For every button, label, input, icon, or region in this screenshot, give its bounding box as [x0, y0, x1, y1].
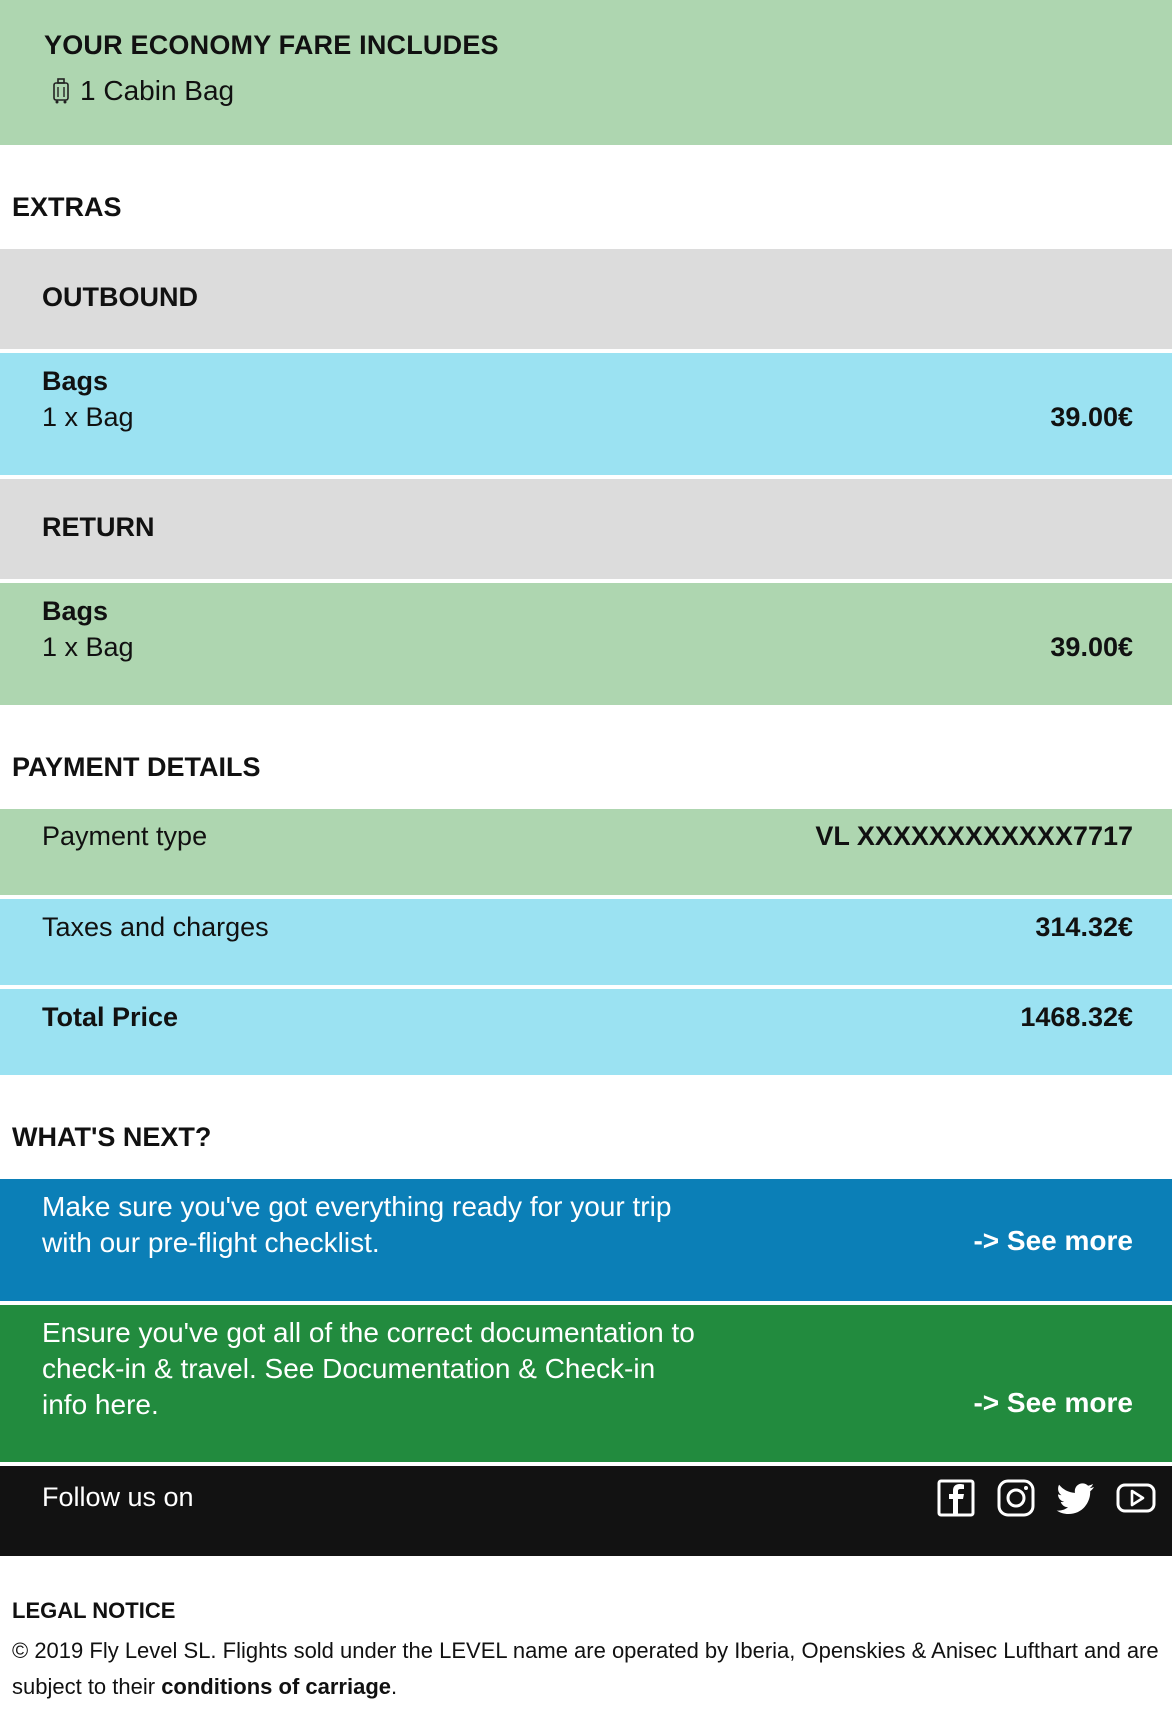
outbound-label: OUTBOUND: [42, 282, 198, 312]
return-bags-price: 39.00€: [1050, 632, 1133, 662]
fare-item: [44, 75, 1128, 107]
luggage-icon: [52, 78, 70, 104]
total-value: 1468.32€: [1020, 1002, 1133, 1032]
return-bags-item: 1 x Bag: [42, 632, 134, 662]
outbound-bags-row: [0, 353, 1172, 475]
social-links: [936, 1478, 1156, 1518]
total-row: [0, 989, 1172, 1075]
extras-title: EXTRAS: [12, 192, 122, 222]
taxes-row: [0, 899, 1172, 985]
payment-type-label: Payment type: [42, 821, 208, 851]
legal-notice-title: LEGAL NOTICE: [12, 1598, 176, 1623]
legal-text-before: © 2019 Fly Level SL. Flights sold under the LEVEL name are operated by Iberia, Openskies & Anisec Lufthart and are subject to their: [12, 1638, 1159, 1699]
checklist-text: Make sure you've got everything ready for your trip with our pre-flight checklist.: [42, 1191, 672, 1258]
conditions-of-carriage-link[interactable]: conditions of carriage: [161, 1674, 392, 1699]
documentation-panel: [0, 1305, 1172, 1462]
payment-type-value: VL XXXXXXXXXXXX7717: [815, 821, 1133, 851]
return-bags-category: Bags: [42, 596, 109, 626]
fare-item-label: 1 Cabin Bag: [80, 75, 235, 106]
outbound-bags-price: 39.00€: [1050, 402, 1133, 432]
instagram-icon[interactable]: [996, 1478, 1036, 1518]
outbound-bags-item: 1 x Bag: [42, 402, 134, 432]
payment-type-row: [0, 809, 1172, 895]
whats-next-title: WHAT'S NEXT?: [12, 1122, 212, 1152]
facebook-icon[interactable]: [936, 1478, 976, 1518]
return-header: [0, 479, 1172, 579]
follow-us-label: Follow us on: [42, 1482, 194, 1512]
fare-title: YOUR ECONOMY FARE INCLUDES: [44, 30, 499, 60]
taxes-label: Taxes and charges: [42, 912, 269, 942]
twitter-icon[interactable]: [1056, 1478, 1096, 1518]
legal-text-after: .: [391, 1674, 398, 1699]
legal-notice-text: [12, 1633, 1162, 1705]
outbound-bags-category: Bags: [42, 366, 109, 396]
checklist-see-more-link[interactable]: -> See more: [973, 1225, 1133, 1256]
total-label: Total Price: [42, 1002, 179, 1032]
outbound-header: [0, 249, 1172, 349]
return-label: RETURN: [42, 512, 155, 542]
social-footer: [0, 1466, 1172, 1556]
documentation-text: Ensure you've got all of the correct documentation to check-in & travel. See Documentation & Check-in info here.: [42, 1317, 695, 1420]
youtube-icon[interactable]: [1116, 1478, 1156, 1518]
payment-title: PAYMENT DETAILS: [12, 752, 261, 782]
checklist-panel: [0, 1179, 1172, 1301]
documentation-see-more-link[interactable]: -> See more: [973, 1387, 1133, 1418]
fare-includes-panel: [0, 0, 1172, 145]
return-bags-row: [0, 583, 1172, 705]
taxes-value: 314.32€: [1035, 912, 1133, 942]
